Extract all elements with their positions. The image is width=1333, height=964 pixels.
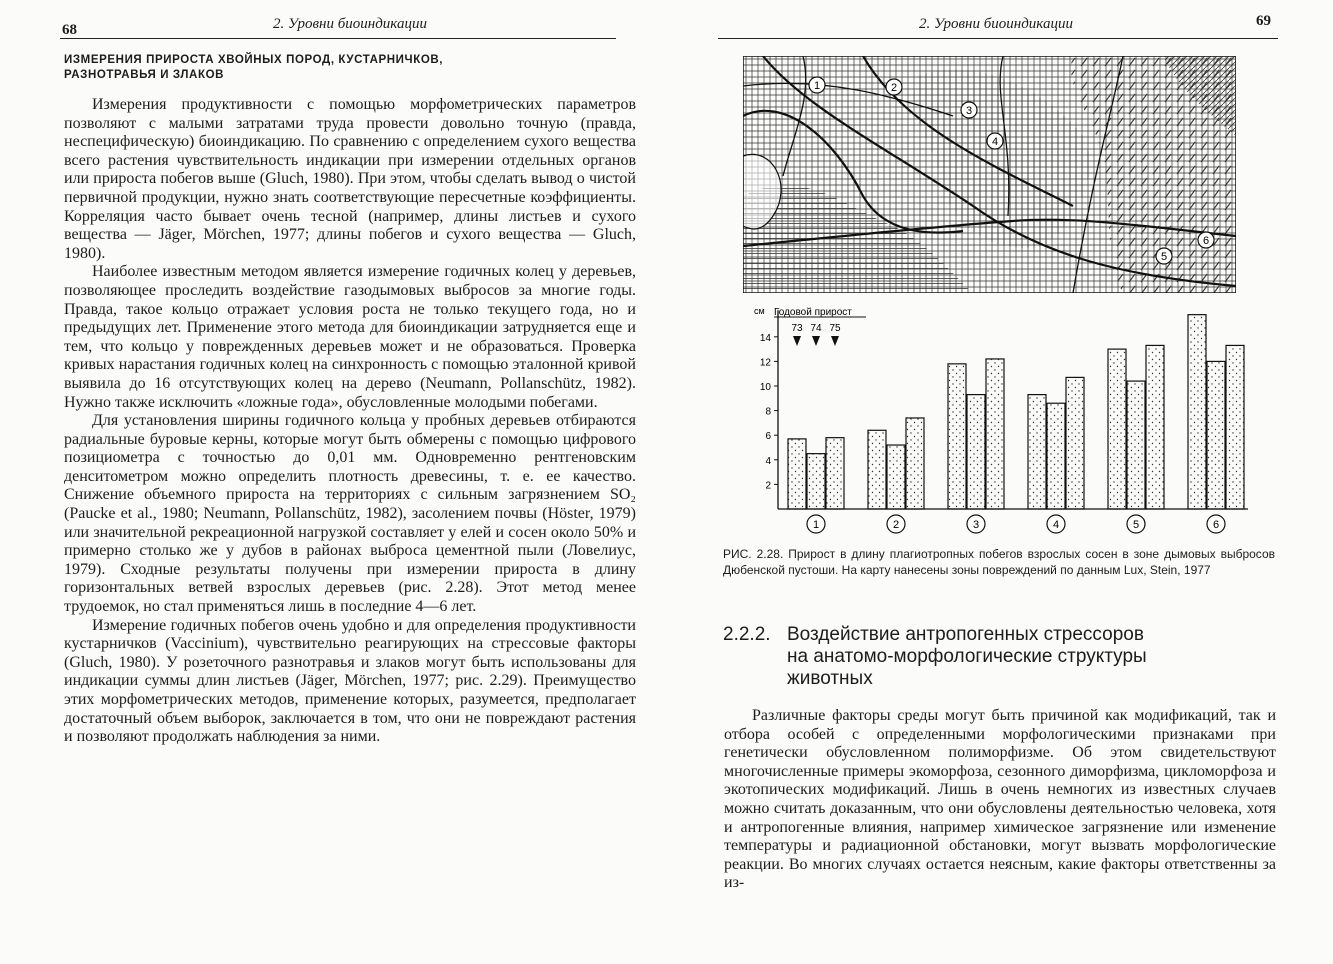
chart-bar (1226, 345, 1244, 509)
y-tick-label: 14 (759, 332, 771, 344)
chart-bar (826, 438, 844, 509)
subsection-heading (723, 624, 1283, 690)
category-label: 6 (1212, 519, 1220, 531)
map-zone-marker-5 (1156, 248, 1172, 264)
chart-bar (788, 439, 806, 509)
chart-bar (1108, 349, 1126, 509)
subsection-title-line: животных (787, 668, 873, 689)
chart-title: Годовой прирост (774, 307, 852, 318)
chart-bar (967, 395, 985, 509)
chart-bar (948, 364, 966, 509)
chart-bar (986, 359, 1004, 509)
y-tick-label: 2 (765, 480, 771, 492)
subsection-title-line: Воздействие антропогенных стрессоров (787, 624, 1144, 645)
figure-caption: РИС. 2.28. Прирост в длину плагиотропных побегов взрослых сосен в зоне дымовых выбросов Дюбенской пустоши. На карту нанесены зоны повреждений по данным Lux, Stein, 1977 (723, 547, 1275, 577)
y-tick-label: 4 (765, 455, 771, 467)
running-head: 2. Уровни биоиндикации (273, 16, 427, 32)
paragraph: Измерения продуктивности с помощью морфометрических параметров позволяют с малыми затратами труда провести довольно точную (правда, неспецифическую) биоиндикацию. По сравнению с определением сухого вещества всего растения чувствительность индикации при измерении отдельных органов или прироста побегов выше (Gluch, 1980). При этом, чтобы сделать вывод о чистой первичной продукции, нужно знать соответствующие пересчетные коэффициенты. Корреляция часто бывает очень тесной (например, длины листьев и сухого вещества — Jäger, Mörchen, 1977; длины побегов и сухого вещества — Gluch, 1980). (64, 96, 636, 262)
section-heading (64, 53, 504, 83)
section-heading-line: ИЗМЕРЕНИЯ ПРИРОСТА ХВОЙНЫХ ПОРОД, КУСТАРНИЧКОВ, (64, 54, 444, 66)
chart-bar (906, 418, 924, 509)
year-marker-label: 73 (791, 323, 803, 334)
map-zone-marker-4 (987, 133, 1003, 149)
year-marker-arrow (831, 336, 839, 346)
paragraph: Различные факторы среды могут быть причиной как модификаций, так и отбора особей с определенными морфологическими признаками при генетически обусловленном полиморфизме. Об этом свидетельствуют многочисленные примеры экоморфоза, сезонного диморфизма, цикломорфоза и экотопических модификаций. Лишь в очень немногих из известных случаев можно считать доказанным, что они обусловлены деятельностью человека, хотя и антропогенные влияния, например химическое загрязнение или изменение температуры и радиационной обстановки, могут вызвать морфологические реакции. Во многих случаях остается неясным, какие факторы ответственны за из- (724, 707, 1276, 892)
page-number: 68 (62, 22, 77, 38)
growth-bar-chart (748, 305, 1268, 545)
svg-text:6: 6 (1202, 235, 1210, 247)
chart-bar (1047, 403, 1065, 509)
y-tick-label: 10 (759, 382, 771, 393)
map-zone-marker-2 (886, 79, 902, 95)
chart-bar (1188, 315, 1206, 509)
header-rule (60, 38, 616, 39)
y-axis-label: см (754, 306, 765, 317)
chart-bar (1028, 395, 1046, 509)
year-marker-arrow (812, 336, 820, 346)
body-text (64, 96, 636, 747)
y-tick-label: 12 (759, 357, 771, 369)
map-zone-marker-1 (809, 77, 825, 93)
map-zone-marker-3 (961, 102, 977, 118)
chart-bar (1066, 377, 1084, 509)
left-page (0, 0, 666, 964)
category-label: 2 (892, 519, 900, 531)
year-marker-arrow (793, 336, 801, 346)
damage-zone-map (743, 56, 1236, 293)
chart-bar (1146, 345, 1164, 509)
subsection-title-line: на анатомо-морфологические структуры (787, 646, 1147, 667)
running-head: 2. Уровни биоиндикации (919, 16, 1073, 32)
header-rule (718, 38, 1278, 39)
svg-text:5: 5 (1160, 251, 1168, 263)
paragraph: Наиболее известным методом является измерение годичных колец у деревьев, позволяющее проследить воздействие газодымовых выбросов за многие годы. Правда, такое кольцо отражает условия роста не только текущего года, но и предыдущих лет. Применение этого метода для биоиндикации затрудняется еще и тем, что кольцо у поврежденных деревьев может и не образоваться. Проверка кривых нарастания годичных колец на синхронность с помощью эталонной кривой выявила до 16 отсутствующих колец на дерево (Neumann, Pollanschütz, 1982). Нужно также исключить «ложные года», обусловленные молодыми побегами. (64, 263, 636, 411)
section-heading-line: РАЗНОТРАВЬЯ И ЗЛАКОВ (64, 69, 225, 81)
category-label: 5 (1132, 519, 1140, 531)
chart-bar (1127, 381, 1145, 509)
svg-text:4: 4 (991, 136, 999, 148)
paragraph: Измерение годичных побегов очень удобно и для определения продуктивности кустарничков (Vaccinium), чувствительно реагирующих на стрессовые факторы (Gluch, 1980). У розеточного разнотравья и злаков могут быть использованы для индикации суммы длин листьев (Jäger, Mörchen, 1977; рис. 2.29). Преимущество этих морфометрических методов, применение которых, разумеется, предполагает достаточный объем выборок, заключается в том, что они не повреждают растения и позволяют продолжать наблюдения за ними. (64, 616, 636, 746)
paragraph: Для установления ширины годичного кольца у пробных деревьев отбираются радиальные буровые керны, которые могут быть обмерены с помощью цифрового позициометра с точностью до 0,01 мм. Одновременно рентгеновским денситометром можно определить плотность древесины, т. е. ее качество. Снижение объемного прироста на территориях с сильным загрязнением SO₂ (Paucke et al., 1980; Neumann, Pollanschütz, 1982), засолением почвы (Höster, 1979) или значительной рекреационной нагрузкой составляет у елей и сосен около 50% и примерно столько же у дубов в районах выброса цементной пыли (Ловелиус, 1979). Сходные результаты получены при измерении прироста в длину горизонтальных ветвей взрослых деревьев (рис. 2.28). Этот метод менее трудоемок, но стал применяться лишь в последние 4—6 лет. (64, 412, 636, 616)
chart-bar (868, 430, 886, 509)
svg-text:1: 1 (813, 80, 821, 92)
y-tick-label: 8 (765, 406, 771, 418)
svg-text:3: 3 (965, 105, 973, 117)
map-zone-marker-6 (1198, 232, 1214, 248)
category-label: 1 (812, 519, 820, 531)
y-tick-label: 6 (765, 431, 771, 443)
subsection-number: 2.2.2. (723, 624, 771, 645)
chart-bar (1207, 361, 1225, 509)
svg-text:2: 2 (890, 82, 898, 94)
category-label: 4 (1052, 519, 1060, 531)
page-number: 69 (1256, 13, 1271, 29)
chart-bar (807, 454, 825, 509)
body-text (724, 707, 1276, 893)
category-label: 3 (972, 519, 980, 531)
year-marker-label: 74 (810, 323, 822, 334)
chart-bar (887, 445, 905, 509)
year-marker-label: 75 (829, 323, 841, 334)
